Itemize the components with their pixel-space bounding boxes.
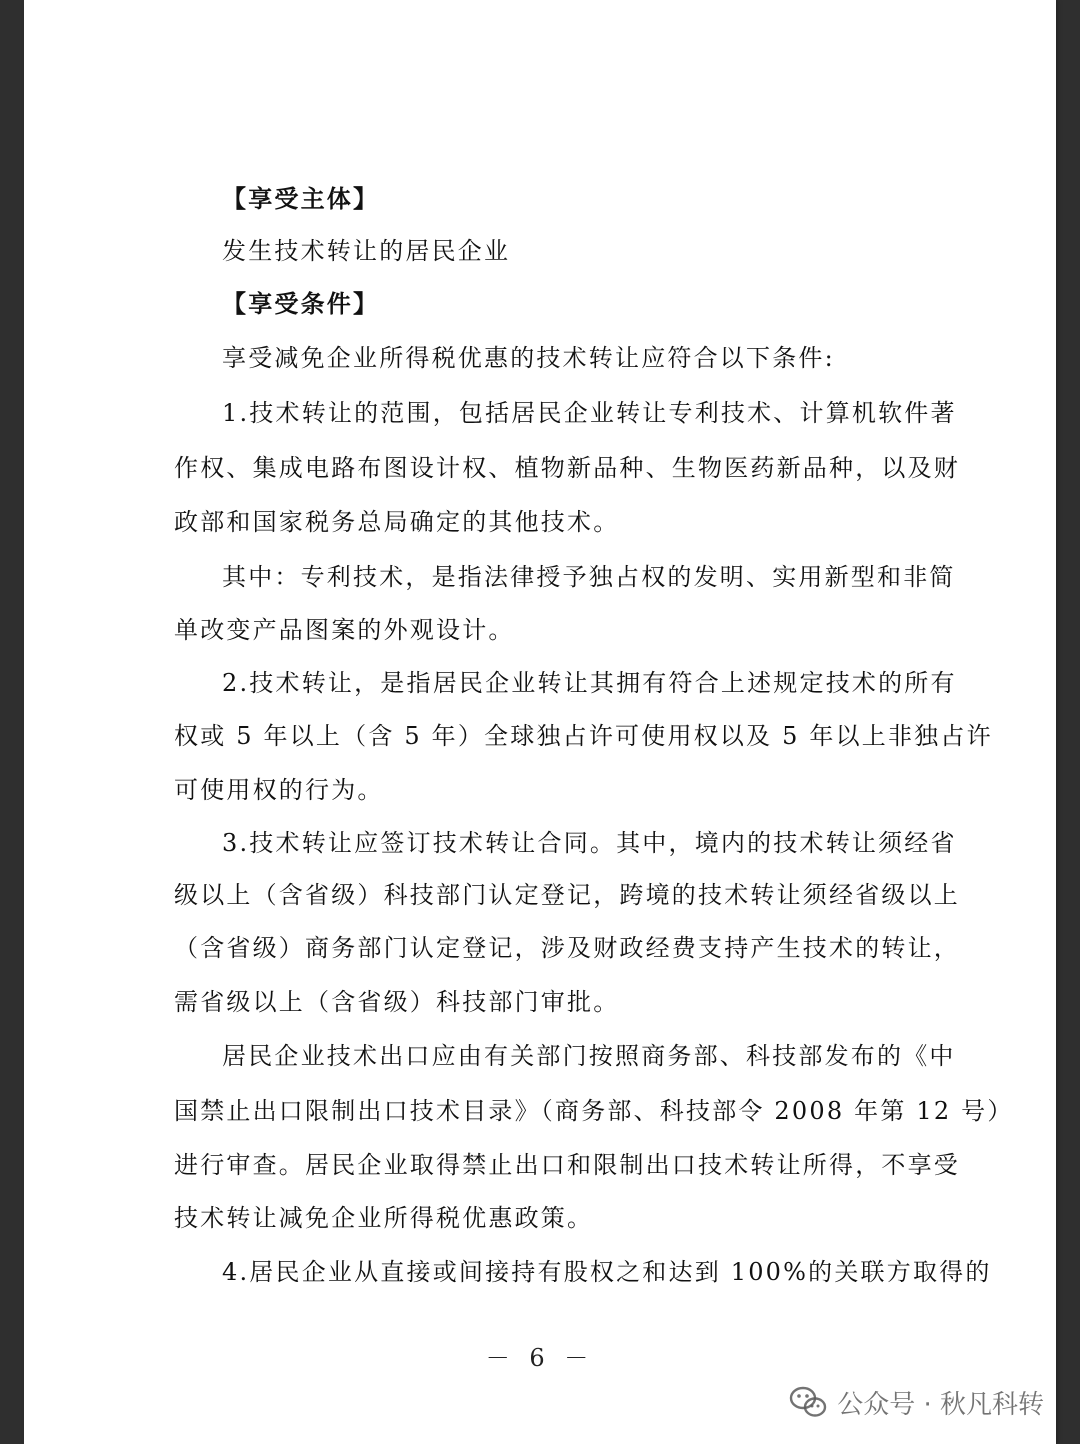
- paragraph-line: 国禁止出口限制出口技术目录》（商务部、科技部令 2008 年第 12 号）: [174, 1097, 1014, 1125]
- section-heading-subject: 【享受主体】: [222, 184, 380, 213]
- paragraph-line: 级以上（含省级）科技部门认定登记，跨境的技术转让须经省级以上: [174, 881, 960, 909]
- paragraph-line: 权或 5 年以上（含 5 年）全球独占许可使用权以及 5 年以上非独占许: [174, 722, 993, 750]
- paragraph-line: 3.技术转让应签订技术转让合同。其中，境内的技术转让须经省: [222, 829, 957, 857]
- paragraph-line: 发生技术转让的居民企业: [222, 237, 511, 265]
- wechat-icon: [789, 1386, 827, 1418]
- paragraph-line: 居民企业技术出口应由有关部门按照商务部、科技部发布的《中: [222, 1042, 956, 1070]
- paragraph-line: 其中：专利技术，是指法律授予独占权的发明、实用新型和非简: [222, 563, 956, 591]
- watermark-text: 公众号 · 秋凡科转: [837, 1389, 1044, 1420]
- paragraph-line: 技术转让减免企业所得税优惠政策。: [174, 1204, 594, 1232]
- paragraph-line: 进行审查。居民企业取得禁止出口和限制出口技术转让所得，不享受: [174, 1151, 960, 1179]
- section-heading-conditions: 【享受条件】: [222, 289, 380, 318]
- paragraph-line: 作权、集成电路布图设计权、植物新品种、生物医药新品种，以及财: [174, 454, 960, 482]
- paragraph-line: 单改变产品图案的外观设计。: [174, 616, 515, 644]
- paragraph-line: 可使用权的行为。: [174, 776, 384, 804]
- document-page: [24, 0, 1056, 1444]
- paragraph-line: （含省级）商务部门认定登记，涉及财政经费支持产生技术的转让，: [174, 934, 960, 962]
- paragraph-line: 需省级以上（含省级）科技部门审批。: [174, 988, 620, 1016]
- paragraph-line: 1.技术转让的范围，包括居民企业转让专利技术、计算机软件著: [222, 399, 957, 427]
- paragraph-line: 政部和国家税务总局确定的其他技术。: [174, 508, 620, 536]
- wechat-watermark: [789, 1382, 1044, 1422]
- paragraph-line: 4.居民企业从直接或间接持有股权之和达到 100%的关联方取得的: [222, 1258, 992, 1286]
- page-number: － 6 －: [485, 1344, 595, 1372]
- paragraph-line: 享受减免企业所得税优惠的技术转让应符合以下条件:: [222, 344, 835, 372]
- paragraph-line: 2.技术转让，是指居民企业转让其拥有符合上述规定技术的所有: [222, 669, 957, 697]
